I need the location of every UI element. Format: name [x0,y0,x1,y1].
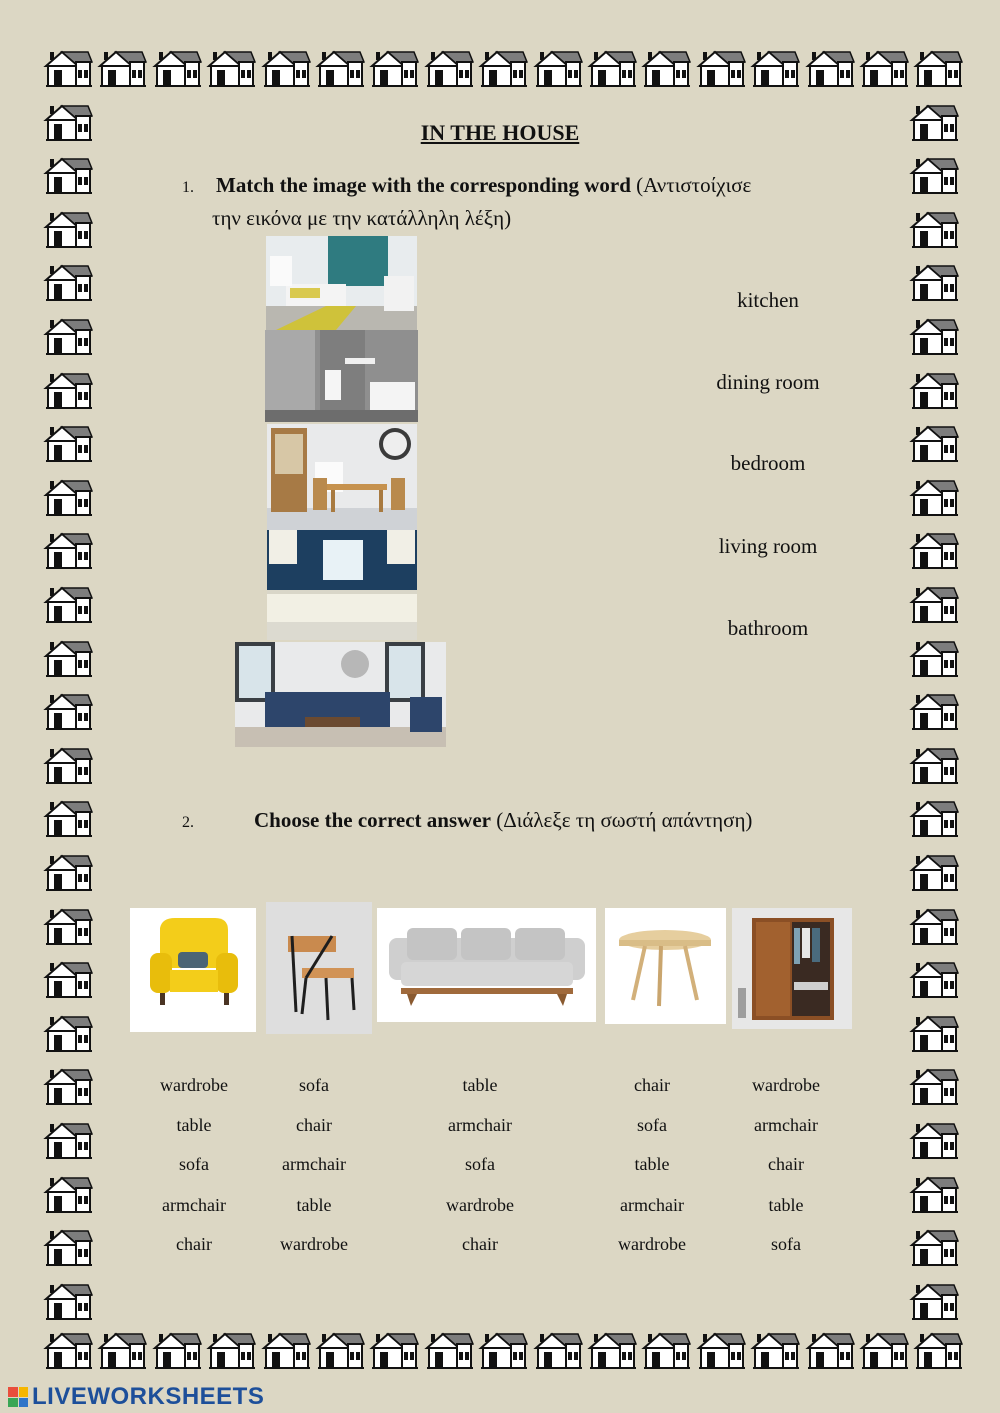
exercise-1-greek-1: (Αντιστοίχισε [636,173,752,197]
house-icon [42,1174,94,1216]
house-icon [96,1330,148,1372]
exercise-2-greek: (Διάλεξε τη σωστή απάντηση) [496,808,753,832]
house-icon [640,1330,692,1372]
house-icon [42,262,94,304]
answer-option[interactable]: table [768,1195,804,1215]
armchair-image [130,908,256,1032]
answer-option[interactable]: chair [296,1115,332,1135]
house-icon [42,370,94,412]
house-icon [205,48,257,90]
house-icon [749,1330,801,1372]
house-icon [42,906,94,948]
house-icon [695,48,747,90]
house-icon [908,584,960,626]
answer-option[interactable]: wardrobe [446,1195,514,1215]
page-title: IN THE HOUSE [420,120,580,145]
answer-option[interactable]: chair [176,1234,212,1254]
answer-option[interactable]: wardrobe [160,1075,228,1095]
living-room-image[interactable] [235,642,446,747]
house-icon [477,48,529,90]
answer-option[interactable]: sofa [465,1154,495,1174]
answer-option[interactable]: sofa [637,1115,667,1135]
house-icon [42,1227,94,1269]
house-icon [908,852,960,894]
house-icon [908,423,960,465]
house-icon [368,1330,420,1372]
house-icon [151,48,203,90]
house-icon [42,48,94,90]
house-icon [912,1330,964,1372]
house-icon [908,745,960,787]
house-icon [42,423,94,465]
answer-option[interactable]: wardrobe [280,1234,348,1254]
house-icon [908,209,960,251]
house-icon [42,530,94,572]
house-icon [205,1330,257,1372]
answer-option[interactable]: table [462,1075,498,1095]
answer-option[interactable]: chair [634,1075,670,1095]
house-icon [908,477,960,519]
kitchen-image[interactable] [267,530,417,640]
house-icon [908,1066,960,1108]
answer-option[interactable]: chair [768,1154,804,1174]
word-option[interactable]: kitchen [737,288,799,312]
house-icon [858,1330,910,1372]
answer-option[interactable]: armchair [282,1154,346,1174]
exercise-2-number: 2. [182,814,194,831]
house-icon [423,48,475,90]
answer-option[interactable]: table [176,1115,212,1135]
logo-text: LIVEWORKSHEETS [32,1383,265,1410]
house-icon [908,906,960,948]
dining-room-image[interactable] [267,424,417,530]
house-icon [260,1330,312,1372]
answer-option[interactable]: wardrobe [618,1234,686,1254]
house-icon [749,48,801,90]
house-icon [804,1330,856,1372]
house-icon [423,1330,475,1372]
exercise-1-number: 1. [182,179,194,196]
answer-option[interactable]: sofa [771,1234,801,1254]
house-icon [42,745,94,787]
house-icon [908,370,960,412]
house-icon [42,1066,94,1108]
bedroom-image[interactable] [266,236,417,330]
house-icon [42,209,94,251]
house-icon [908,1174,960,1216]
house-icon [42,316,94,358]
answer-option[interactable]: wardrobe [752,1075,820,1095]
word-option[interactable]: bedroom [730,451,806,475]
wardrobe-image [732,908,852,1029]
house-icon [908,262,960,304]
answer-option[interactable]: armchair [162,1195,226,1215]
answer-option[interactable]: sofa [179,1154,209,1174]
house-icon [96,48,148,90]
exercise-2-bold: Choose the correct answer [254,808,491,832]
answer-option[interactable]: armchair [754,1115,818,1135]
house-icon [42,1120,94,1162]
house-icon [586,1330,638,1372]
house-icon [42,584,94,626]
answer-option[interactable]: table [296,1195,332,1215]
exercise-1-bold: Match the image with the corresponding word [216,173,631,197]
exercise-1-greek-2: την εικόνα με την κατάλληλη λέξη) [212,206,512,230]
house-icon [42,1013,94,1055]
house-icon [858,48,910,90]
house-icon [314,1330,366,1372]
table-image [605,908,726,1024]
house-icon [695,1330,747,1372]
house-icon [912,48,964,90]
house-icon [314,48,366,90]
bathroom-image[interactable] [265,330,418,422]
house-icon [908,691,960,733]
exercise-2-instruction [182,808,752,833]
house-icon [42,798,94,840]
house-icon [42,1330,94,1372]
house-icon [532,48,584,90]
word-option[interactable]: bathroom [727,616,809,640]
exercise-1-instruction [182,170,751,233]
house-icon [908,1281,960,1323]
house-icon [908,1013,960,1055]
house-icon [42,155,94,197]
house-icon [260,48,312,90]
house-icon [908,1120,960,1162]
house-icon [640,48,692,90]
house-icon [908,155,960,197]
house-icon [368,48,420,90]
house-icon [908,1227,960,1269]
house-icon [908,316,960,358]
answer-option[interactable]: sofa [299,1075,329,1095]
house-icon [586,48,638,90]
house-icon [908,530,960,572]
sofa-image [377,908,596,1022]
house-icon [477,1330,529,1372]
house-icon [42,477,94,519]
house-icon [42,852,94,894]
house-icon [908,638,960,680]
answer-option[interactable]: chair [462,1234,498,1254]
chair-image [266,902,372,1034]
liveworksheets-logo[interactable] [8,1384,264,1410]
house-icon [42,638,94,680]
house-icon [42,959,94,1001]
answer-option[interactable]: table [634,1154,670,1174]
word-option[interactable]: living room [718,534,818,558]
answer-option[interactable]: armchair [620,1195,684,1215]
house-icon [908,798,960,840]
answer-option[interactable]: armchair [448,1115,512,1135]
house-icon [151,1330,203,1372]
house-icon [532,1330,584,1372]
house-icon [804,48,856,90]
logo-icon [8,1387,28,1407]
house-icon [908,959,960,1001]
word-option[interactable]: dining room [716,370,820,394]
house-icon [42,1281,94,1323]
house-icon [42,691,94,733]
